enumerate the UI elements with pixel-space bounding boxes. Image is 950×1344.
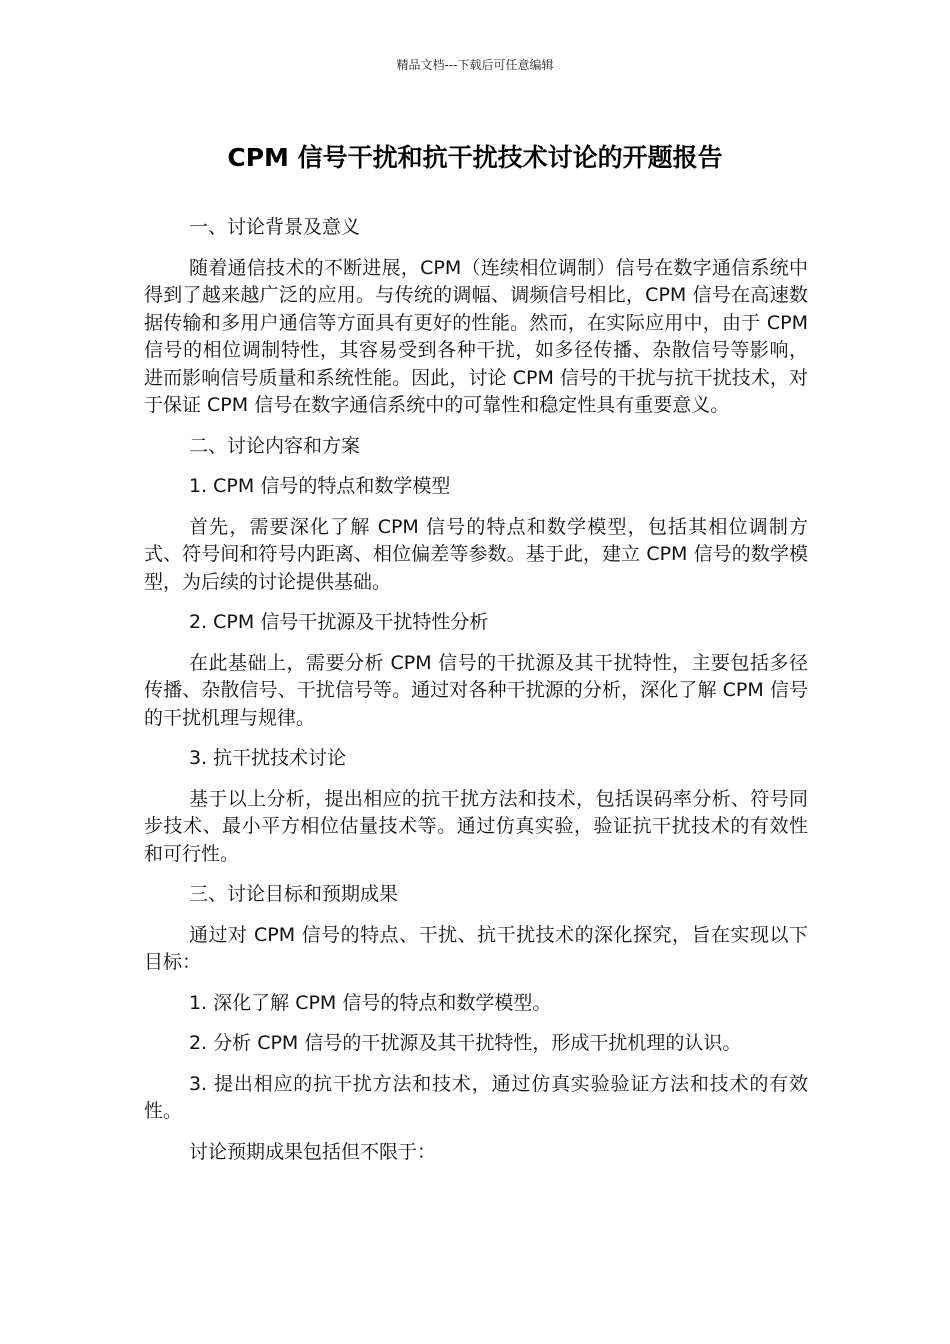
paragraph-background: 随着通信技术的不断进展，CPM（连续相位调制）信号在数字通信系统中得到了越来越广泛的应用。与传统的调幅、调频信号相比，CPM 信号在高速数据传输和多用户通信等方面具有更好的性能。然而，在实际应用中，由于 CPM 信号的相位调制特性，其容易受到各种干扰，如多径传播、杂散信号等影响，进而影响信号质量和系统性能。因此，讨论 CPM 信号的干扰与抗干扰技术，对于保证 CPM 信号在数字通信系统中的可靠性和稳定性具有重要意义。 [144, 256, 808, 416]
paragraph-interference-analysis: 在此基础上，需要分析 CPM 信号的干扰源及其干扰特性，主要包括多径传播、杂散信号、干扰信号等。通过对各种干扰源的分析，深化了解 CPM 信号的干扰机理与规律。 [144, 651, 808, 729]
list-item-goal-3: 3. 提出相应的抗干扰方法和技术，通过仿真实验验证方法和技术的有效性。 [144, 1072, 808, 1122]
paragraph-cpm-model: 首先，需要深化了解 CPM 信号的特点和数学模型，包括其相位调制方式、符号间和符号内距离、相位偏差等参数。基于此，建立 CPM 信号的数学模型，为后续的讨论提供基础。 [144, 515, 808, 593]
section-heading-goals: 三、讨论目标和预期成果 [189, 883, 399, 905]
list-item-goal-1: 1. 深化了解 CPM 信号的特点和数学模型。 [189, 991, 552, 1014]
section-heading-background: 一、讨论背景及意义 [189, 216, 361, 238]
list-item-goal-2: 2. 分析 CPM 信号的干扰源及其干扰特性，形成干扰机理的认识。 [189, 1032, 742, 1054]
document-title: CPM 信号干扰和抗干扰技术讨论的开题报告 [227, 143, 723, 172]
document-body [144, 214, 808, 1179]
page-header: 精品文档---下载后可任意编辑 [396, 58, 554, 72]
subheading-cpm-model: 1. CPM 信号的特点和数学模型 [189, 475, 451, 497]
section-heading-content: 二、讨论内容和方案 [189, 434, 361, 457]
paragraph-outcomes-intro: 讨论预期成果包括但不限于： [189, 1140, 437, 1163]
subheading-anti-interference: 3. 抗干扰技术讨论 [189, 747, 347, 769]
subheading-interference-analysis: 2. CPM 信号干扰源及干扰特性分析 [189, 611, 489, 633]
paragraph-anti-interference: 基于以上分析，提出相应的抗干扰方法和技术，包括误码率分析、符号同步技术、最小平方相位估量技术等。通过仿真实验，验证抗干扰技术的有效性和可行性。 [144, 787, 808, 865]
paragraph-goals-intro: 通过对 CPM 信号的特点、干扰、抗干扰技术的深化探究，旨在实现以下目标： [144, 923, 808, 973]
